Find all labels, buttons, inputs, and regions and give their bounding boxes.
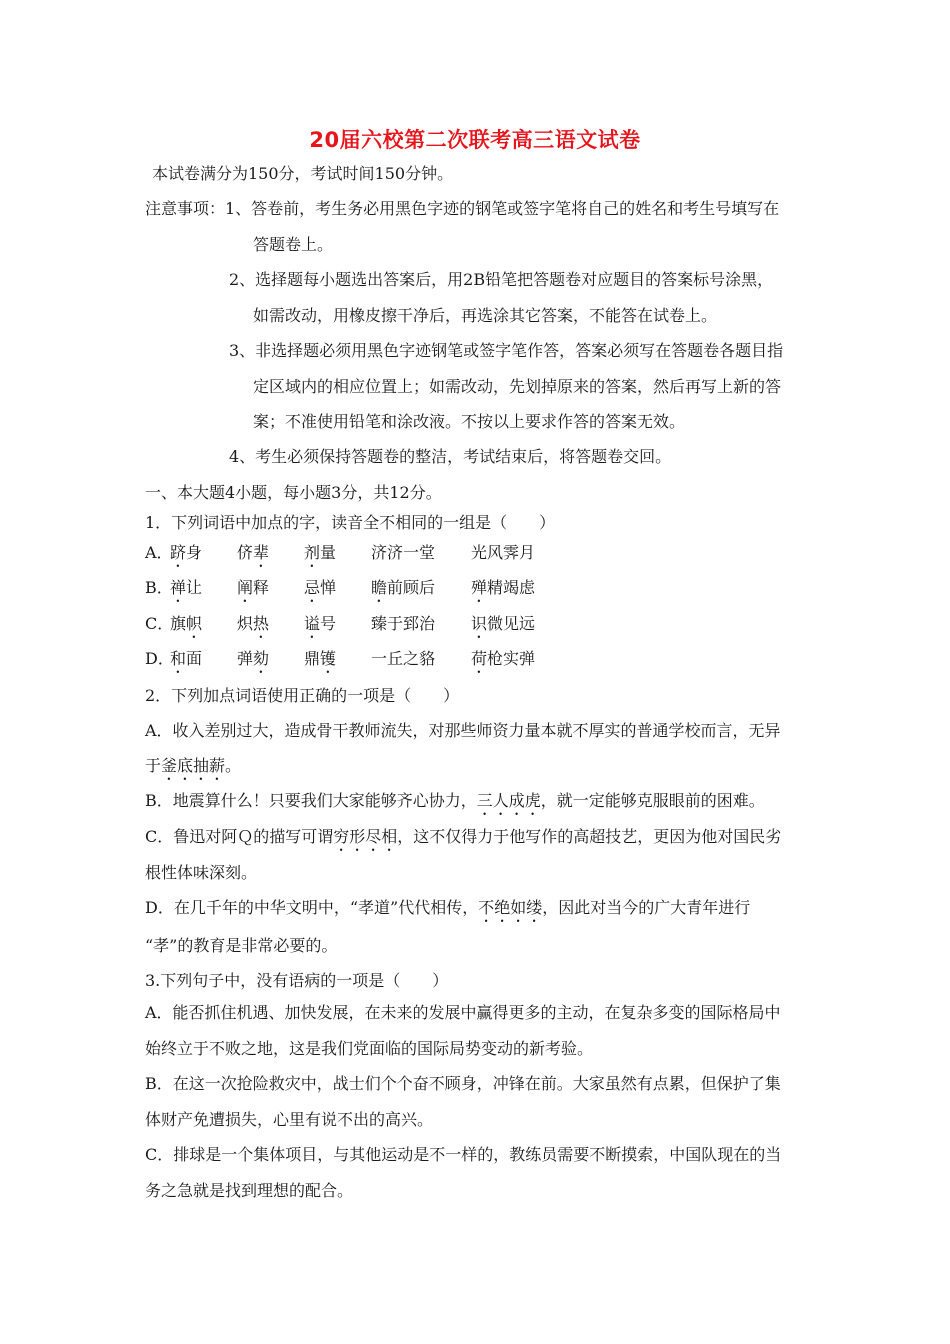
word-part: 让 (186, 578, 203, 597)
dotted-character: 镬 (320, 649, 337, 668)
text-span: ，这不仅得力于他写作的高超技艺，更因为他对国民劣 (397, 827, 782, 846)
dotted-character: 跻 (170, 543, 187, 562)
note-4-line: 4、考生必须保持答题卷的整洁，考试结束后，将答题卷交回。 (229, 447, 672, 466)
dotted-character: 和 (170, 649, 187, 668)
word-part: 前顾后 (387, 578, 436, 597)
word-part: 号 (320, 614, 337, 633)
word-part: 惮 (320, 578, 337, 597)
exam-title: 20届六校第二次联考高三语文试卷 (309, 128, 641, 152)
q3-option-a-line-2: 始终立于不败之地，这是我们党面临的国际局势变动的新考验。 (145, 1039, 594, 1058)
q3-option-a-line-1: A．能否抓住机遇、加快发展，在未来的发展中赢得更多的主动，在复杂多变的国际格局中 (145, 1003, 781, 1022)
word-part: 一丘之貉 (371, 649, 436, 668)
q1-word (170, 613, 202, 642)
dotted-term: 穷形尽相 (333, 827, 398, 846)
q1-word (304, 648, 336, 677)
note-3-line-1: 3、非选择题必须用黑色字迹钢笔或签字笔作答，答案必须写在答题卷各题目指 (229, 341, 784, 360)
dotted-character: 殚 (471, 578, 488, 597)
q1-word (304, 542, 336, 571)
word-part: 面 (186, 649, 203, 668)
q2-option-d-line-2: “孝”的教育是非常必要的。 (145, 936, 338, 955)
q3-option-c-line-1: C．排球是一个集体项目，与其他运动是不一样的，教练员需要不断摸索，中国队现在的当 (145, 1145, 782, 1164)
q2-option-a-line-1: A．收入差别过大，造成骨干教师流失，对那些师资力量本就不厚实的普通学校而言，无异 (145, 721, 781, 740)
note-1-line-1: 注意事项：1、答卷前，考生务必用黑色字迹的钢笔或签字笔将自己的姓名和考生号填写在 (145, 199, 780, 218)
dotted-term: 三人成虎 (476, 791, 541, 810)
q1-stem: 1．下列词语中加点的字，读音全不相同的一组是（ ） (145, 513, 556, 532)
q1-word (170, 542, 202, 571)
word-part: 量 (320, 543, 337, 562)
word-part: 身 (186, 543, 203, 562)
q1-word (237, 648, 269, 677)
intro-line: 本试卷满分为150分，考试时间150分钟。 (152, 164, 454, 183)
q1-option-label: D． (145, 649, 174, 668)
q1-word (304, 613, 336, 642)
text-span: ，因此对当今的广大青年进行 (542, 898, 751, 917)
word-part: 旗 (170, 614, 187, 633)
q1-word (170, 577, 202, 606)
q1-option-label: C． (145, 614, 174, 633)
dotted-character: 忌 (304, 578, 321, 597)
section-1-heading: 一、本大题4小题，每小题3分，共12分。 (145, 483, 442, 502)
dotted-character: 识 (471, 614, 488, 633)
dotted-character: 荷 (471, 649, 488, 668)
word-part: 精竭虑 (487, 578, 536, 597)
q2-option-c-line-2: 根性体味深刻。 (145, 863, 258, 882)
text-span: D．在几千年的中华文明中，“孝道”代代相传， (145, 898, 479, 917)
q1-word (237, 577, 269, 606)
q1-word (471, 648, 535, 677)
q1-word (371, 542, 435, 571)
q1-word (170, 648, 202, 677)
q1-word (371, 577, 435, 606)
dotted-character: 辈 (253, 543, 270, 562)
q2-option-d-line-1 (145, 897, 750, 926)
q1-word (471, 577, 535, 606)
q3-option-b-line-2: 体财产免遭损失，心里有说不出的高兴。 (145, 1110, 434, 1129)
q2-option-a-line-2 (145, 755, 241, 784)
q3-option-b-line-1: B．在这一次抢险救灾中，战士们个个奋不顾身，冲锋在前。大家虽然有点累，但保护了集 (145, 1074, 781, 1093)
q1-word (471, 542, 535, 571)
word-part: 光风霁月 (471, 543, 536, 562)
word-part: 弹 (237, 649, 254, 668)
dotted-character: 阐 (237, 578, 254, 597)
word-part: 微见远 (487, 614, 536, 633)
q1-word (237, 542, 269, 571)
note-1-line-2: 答题卷上。 (253, 235, 334, 254)
q1-word (371, 613, 435, 642)
q1-word (371, 648, 435, 677)
note-3-line-3: 案；不准使用铅笔和涂改液。不按以上要求作答的答案无效。 (253, 412, 686, 431)
text-span: B．地震算什么！只要我们大家能够齐心协力， (145, 791, 477, 810)
dotted-term: 釜底抽薪 (161, 756, 226, 775)
dotted-character: 剂 (304, 543, 321, 562)
dotted-character: 热 (253, 614, 270, 633)
q1-word (237, 613, 269, 642)
note-2-line-1: 2、选择题每小题选出答案后，用2B铅笔把答题卷对应题目的答案标号涂黑， (229, 270, 774, 289)
note-3-line-2: 定区域内的相应位置上；如需改动，先划掉原来的答案，然后再写上新的答 (253, 377, 782, 396)
q2-stem: 2．下列加点词语使用正确的一项是（ ） (145, 686, 460, 705)
word-part: 侪 (237, 543, 254, 562)
text-span: 。 (225, 756, 242, 775)
word-part: 炽 (237, 614, 254, 633)
dotted-character: 谥 (304, 614, 321, 633)
text-span: C．鲁迅对阿Ｑ的描写可谓 (145, 827, 334, 846)
dotted-term: 不绝如缕 (478, 898, 543, 917)
dotted-character: 瞻 (371, 578, 388, 597)
q1-word (304, 577, 336, 606)
word-part: 济济一堂 (371, 543, 436, 562)
q3-option-c-line-2: 务之急就是找到理想的配合。 (145, 1181, 354, 1200)
q1-option-label: B． (145, 578, 173, 597)
text-span: 于 (145, 756, 162, 775)
dotted-character: 帜 (186, 614, 203, 633)
word-part: 臻于郅治 (371, 614, 436, 633)
word-part: 鼎 (304, 649, 321, 668)
q3-stem: 3.下列句子中，没有语病的一项是（ ） (145, 971, 449, 990)
q1-word (471, 613, 535, 642)
word-part: 枪实弹 (487, 649, 536, 668)
note-2-line-2: 如需改动，用橡皮擦干净后，再选涂其它答案，不能答在试卷上。 (253, 306, 718, 325)
q2-option-c-line-1 (145, 826, 781, 855)
q1-option-label: A． (145, 543, 173, 562)
q2-option-b (145, 790, 765, 819)
text-span: ，就一定能够克服眼前的困难。 (540, 791, 765, 810)
dotted-character: 劾 (253, 649, 270, 668)
dotted-character: 禅 (170, 578, 187, 597)
word-part: 释 (253, 578, 270, 597)
